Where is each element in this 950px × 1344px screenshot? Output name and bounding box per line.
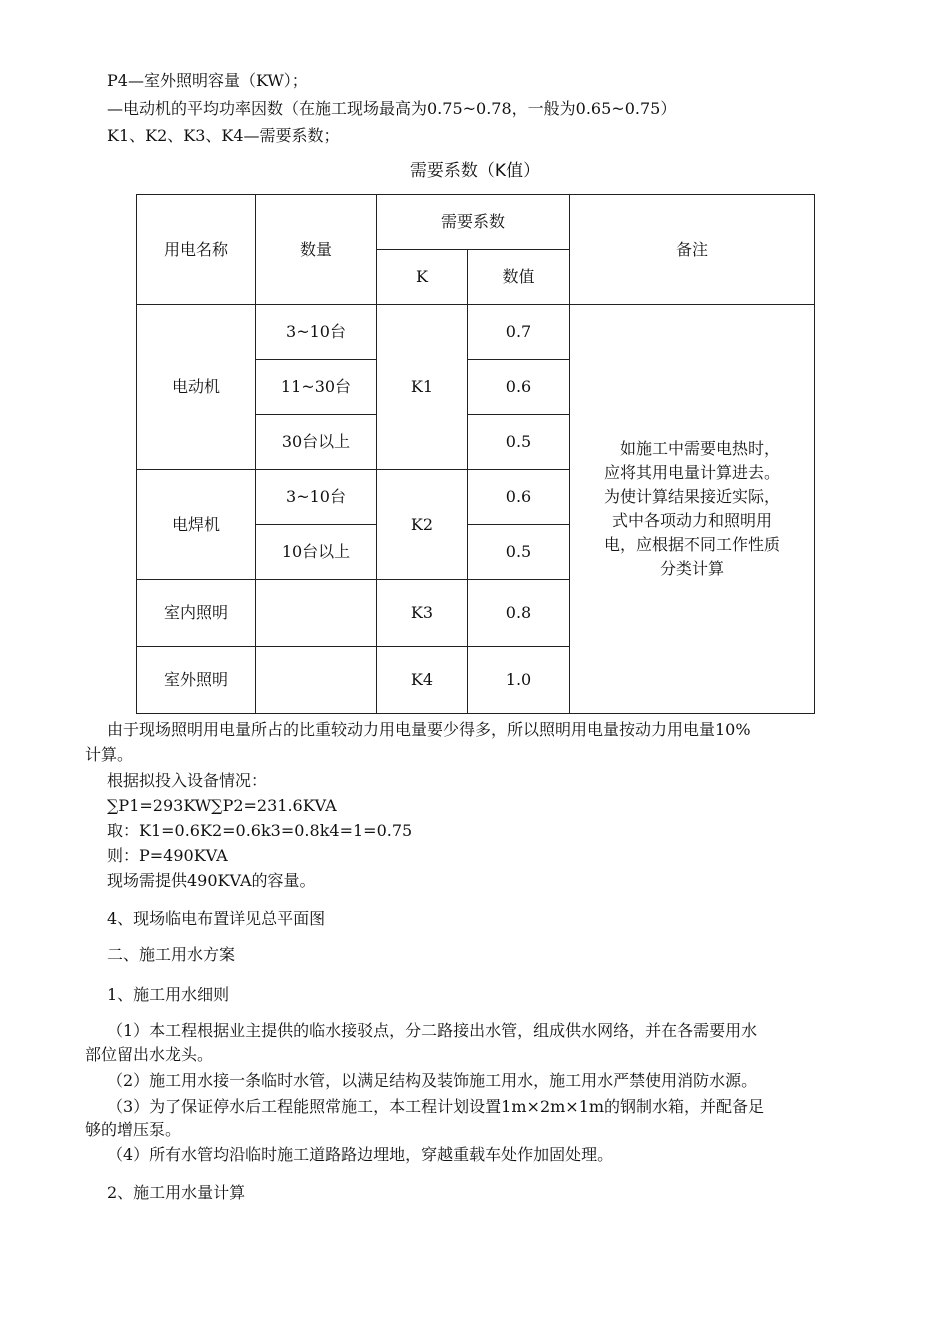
- header-value: 数值: [468, 250, 570, 305]
- remark-line-3: 为使计算结果接近实际，: [603, 487, 780, 506]
- outdoor-value: 1.0: [468, 647, 570, 714]
- motor-name: 电动机: [137, 305, 256, 470]
- outdoor-quantity: [256, 647, 377, 714]
- motor-k: K1: [377, 305, 468, 470]
- table-caption: 需要系数（K值）: [409, 161, 541, 181]
- water-item-3-line-1: （3）为了保证停水后工程能照常施工，本工程计划设置1m×2m×1m的钢制水箱，并配备足: [107, 1097, 765, 1116]
- header-note: 备注: [570, 195, 815, 305]
- equipment-intro: 根据拟投入设备情况：: [107, 771, 268, 790]
- section-4-heading: 4、现场临电布置详见总平面图: [107, 909, 326, 928]
- motor-quantity-1: 3~10台: [256, 305, 377, 360]
- remark-line-2: 应将其用电量计算进去。: [603, 463, 780, 482]
- power-sum: ∑P1=293KW∑P2=231.6KVA: [107, 796, 337, 815]
- welder-name: 电焊机: [137, 470, 256, 580]
- indoor-k: K3: [377, 580, 468, 647]
- result-power: 则：P=490KVA: [107, 846, 228, 865]
- power-factor-definition: —电动机的平均功率因数（在施工现场最高为0.75~0.78，一般为0.65~0.75）: [107, 99, 677, 118]
- lighting-paragraph-line-1: 由于现场照明用电量所占的比重较动力用电量要少得多，所以照明用电量按动力用电量10%: [107, 720, 751, 739]
- outdoor-k: K4: [377, 647, 468, 714]
- water-item-1-line-1: （1）本工程根据业主提供的临水接驳点，分二路接出水管，组成供水网络，并在各需要用水: [107, 1021, 758, 1040]
- indoor-value: 0.8: [468, 580, 570, 647]
- p4-definition: P4—室外照明容量（KW）；: [107, 71, 308, 90]
- header-quantity: 数量: [256, 195, 377, 305]
- remark-line-1: 如施工中需要电热时，: [619, 439, 780, 458]
- motor-value-1: 0.7: [468, 305, 570, 360]
- remark-line-5: 电，应根据不同工作性质: [603, 535, 780, 554]
- coefficient-table: [136, 194, 815, 714]
- required-capacity: 现场需提供490KVA的容量。: [107, 871, 316, 890]
- table-row: [137, 305, 815, 360]
- outdoor-name: 室外照明: [137, 647, 256, 714]
- water-calc-heading: 2、施工用水量计算: [107, 1183, 246, 1202]
- motor-quantity-2: 11~30台: [256, 360, 377, 415]
- water-item-2: （2）施工用水接一条临时水管，以满足结构及装饰施工用水，施工用水严禁使用消防水源。: [107, 1071, 758, 1090]
- welder-quantity-2: 10台以上: [256, 525, 377, 580]
- welder-k: K2: [377, 470, 468, 580]
- indoor-quantity: [256, 580, 377, 647]
- header-name: 用电名称: [137, 195, 256, 305]
- motor-value-2: 0.6: [468, 360, 570, 415]
- lighting-paragraph-line-2: 计算。: [85, 745, 134, 764]
- k-definition: K1、K2、K3、K4—需要系数；: [107, 126, 340, 145]
- motor-value-3: 0.5: [468, 415, 570, 470]
- water-rules-heading: 1、施工用水细则: [107, 985, 230, 1004]
- water-item-4: （4）所有水管均沿临时施工道路路边埋地，穿越重载车处作加固处理。: [107, 1145, 614, 1164]
- water-item-1-line-2: 部位留出水龙头。: [85, 1045, 214, 1064]
- water-item-3-line-2: 够的增压泵。: [85, 1120, 182, 1139]
- water-plan-heading: 二、施工用水方案: [107, 945, 236, 964]
- remark-line-6: 分类计算: [659, 559, 724, 578]
- welder-value-1: 0.6: [468, 470, 570, 525]
- header-coefficient: 需要系数: [377, 195, 570, 250]
- welder-value-2: 0.5: [468, 525, 570, 580]
- coefficient-values: 取：K1=0.6K2=0.6k3=0.8k4=1=0.75: [107, 821, 413, 840]
- remark-line-4: 式中各项动力和照明用: [611, 511, 772, 530]
- header-k: K: [377, 250, 468, 305]
- motor-quantity-3: 30台以上: [256, 415, 377, 470]
- remark-cell: [570, 305, 815, 714]
- indoor-name: 室内照明: [137, 580, 256, 647]
- welder-quantity-1: 3~10台: [256, 470, 377, 525]
